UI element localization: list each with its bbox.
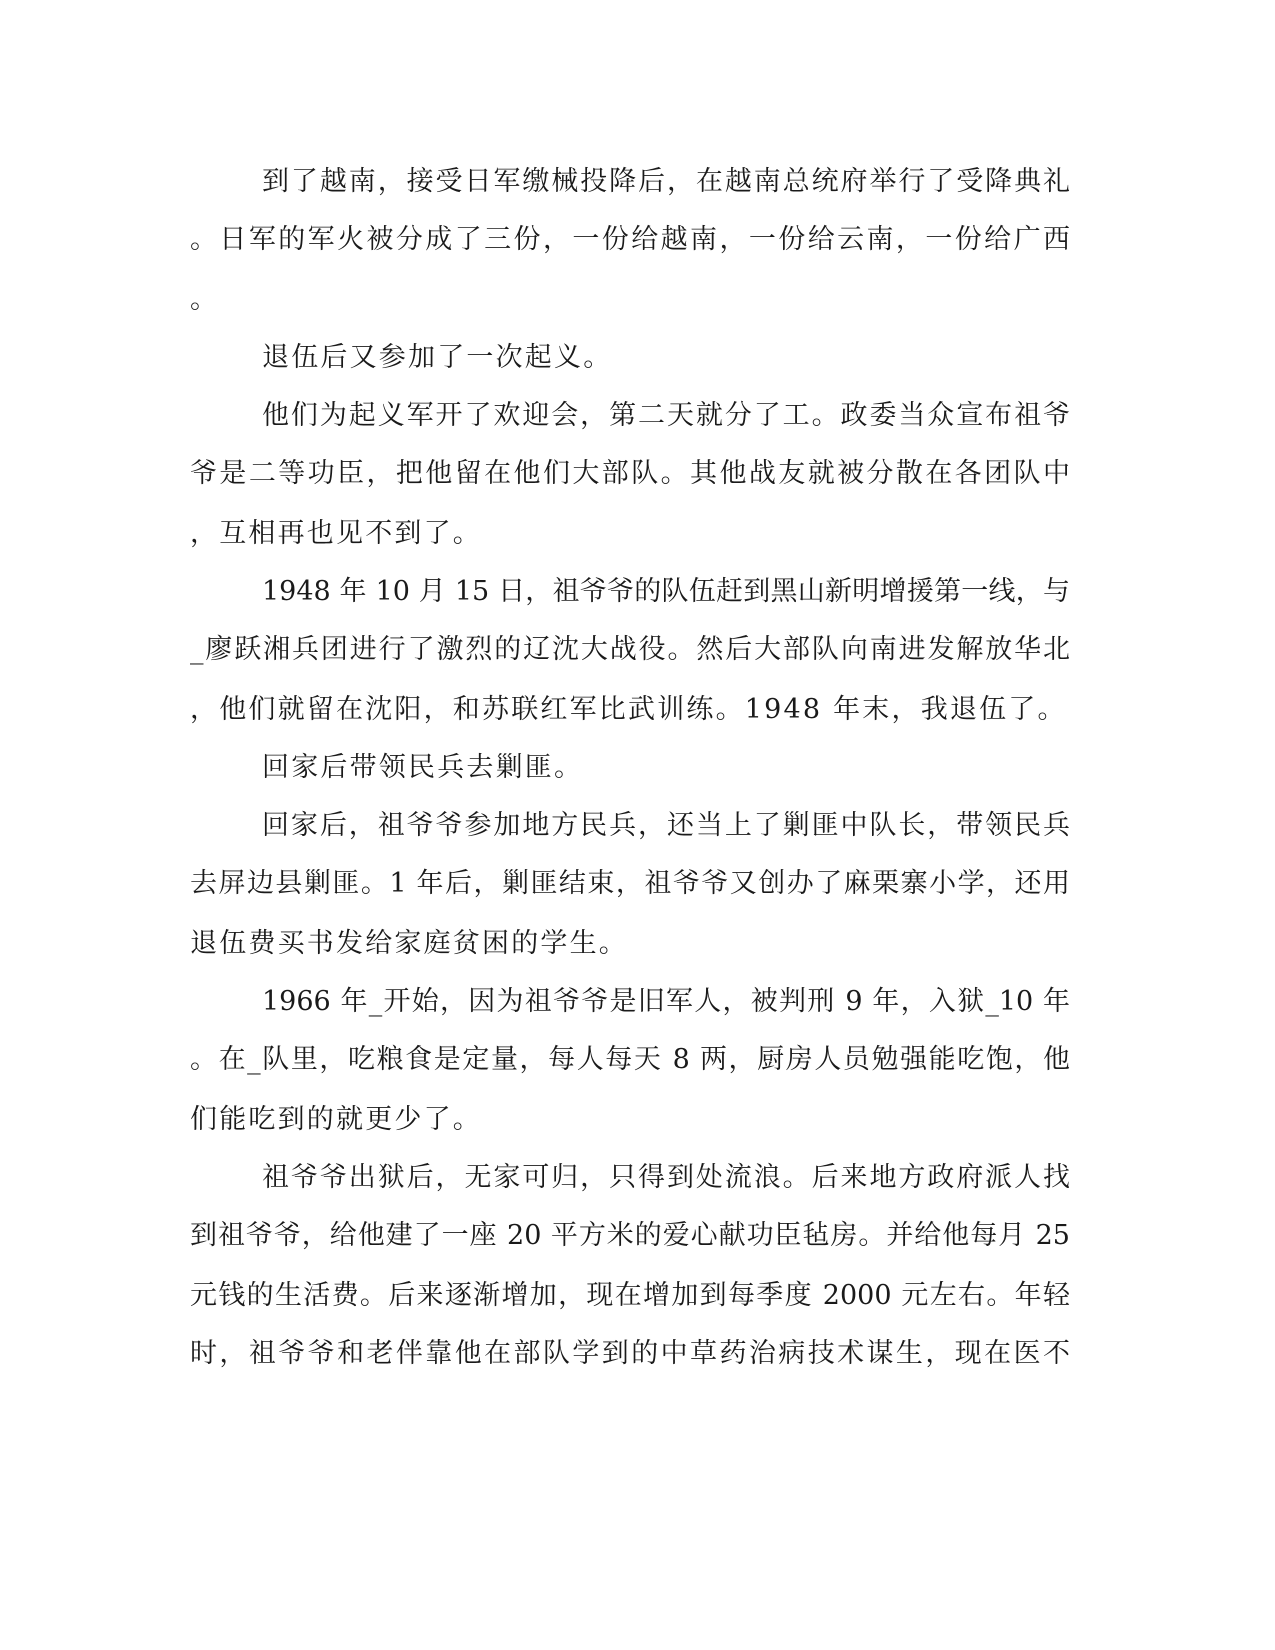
text-line: 爷是二等功臣，把他留在他们大部队。其他战友就被分散在各团队中	[190, 458, 1070, 489]
text-line: 到了越南，接受日军缴械投降后，在越南总统府举行了受降典礼	[262, 166, 1070, 197]
text-line: 1966 年_开始，因为祖爷爷是旧军人，被判刑 9 年，入狱_10 年	[262, 986, 1070, 1017]
text-line: 时，祖爷爷和老伴靠他在部队学到的中草药治病技术谋生，现在医不	[190, 1338, 1070, 1369]
text-line: 们能吃到的就更少了。	[190, 1104, 482, 1135]
text-line: 退伍后又参加了一次起义。	[262, 342, 613, 373]
text-line: ，互相再也见不到了。	[190, 518, 482, 549]
text-line: ，他们就留在沈阳，和苏联红军比武训练。1948 年末，我退伍了。	[190, 694, 1067, 725]
text-line: 到祖爷爷，给他建了一座 20 平方米的爱心献功臣毡房。并给他每月 25	[190, 1220, 1070, 1251]
text-line: 他们为起义军开了欢迎会，第二天就分了工。政委当众宣布祖爷	[262, 400, 1070, 431]
text-line: 。日军的军火被分成了三份，一份给越南，一份给云南，一份给广西	[190, 224, 1070, 255]
text-line: 回家后带领民兵去剿匪。	[262, 752, 584, 783]
text-line: 1948 年 10 月 15 日，祖爷爷的队伍赶到黑山新明增援第一线，与	[262, 576, 1070, 607]
text-line: 回家后，祖爷爷参加地方民兵，还当上了剿匪中队长，带领民兵	[262, 810, 1070, 841]
text-line: _廖跃湘兵团进行了激烈的辽沈大战役。然后大部队向南进发解放华北	[190, 634, 1070, 665]
text-line: 祖爷爷出狱后，无家可归，只得到处流浪。后来地方政府派人找	[262, 1162, 1070, 1193]
text-line: 元钱的生活费。后来逐渐增加，现在增加到每季度 2000 元左右。年轻	[190, 1280, 1070, 1311]
text-line: 。在_队里，吃粮食是定量，每人每天 8 两，厨房人员勉强能吃饱，他	[190, 1044, 1070, 1075]
text-line: 去屏边县剿匪。1 年后，剿匪结束，祖爷爷又创办了麻栗寨小学，还用	[190, 868, 1070, 899]
text-line: 退伍费买书发给家庭贫困的学生。	[190, 928, 628, 959]
text-line: 。	[190, 284, 220, 315]
